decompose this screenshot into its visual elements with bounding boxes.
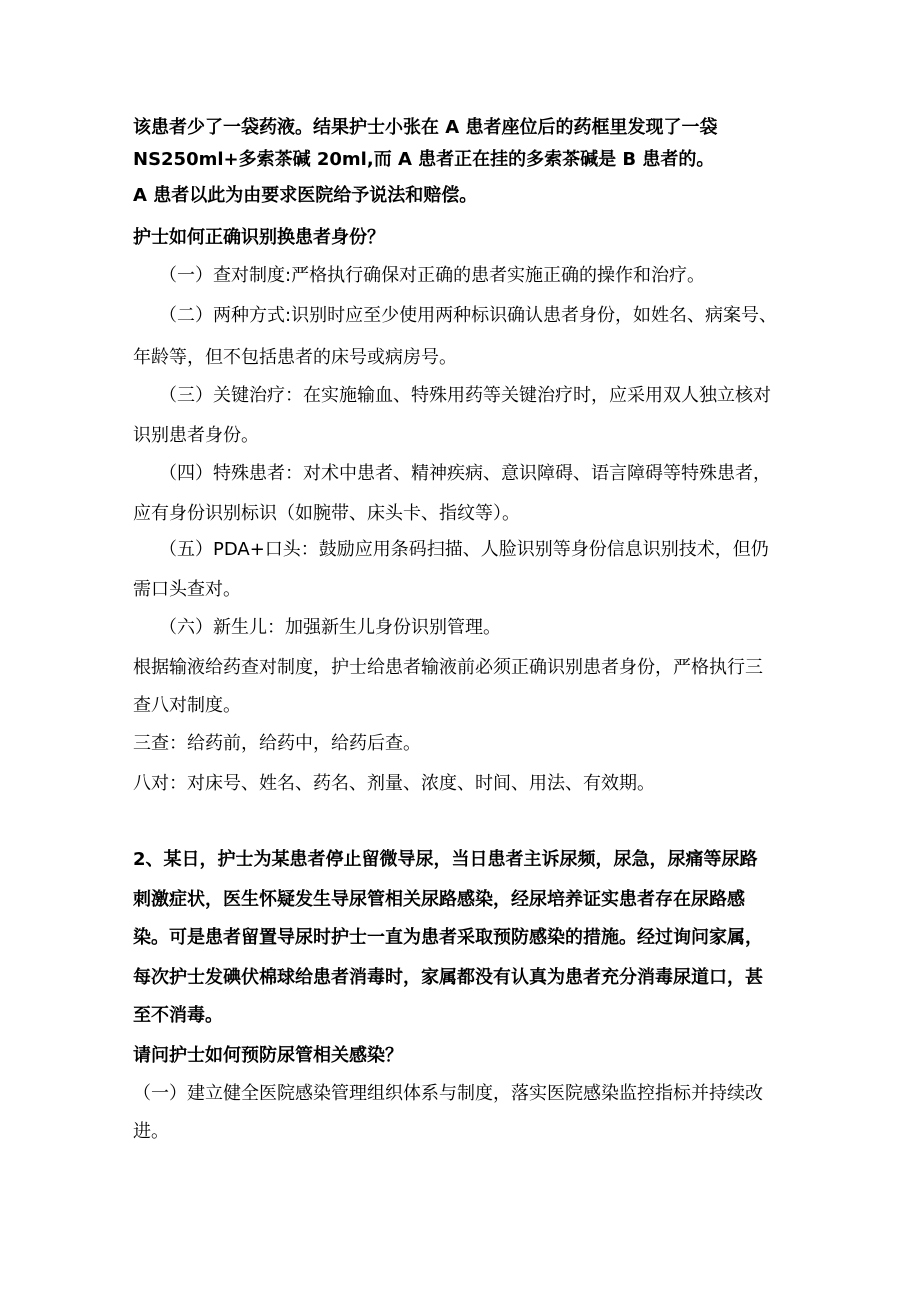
case1-measure-line: （一）查对制度:严格执行确保对正确的患者实施正确的操作和治疗。 [159, 265, 706, 286]
case1-measure-line: （五）PDA+口头：鼓励应用条码扫描、人脸识别等身份信息识别技术，但仍 [159, 539, 769, 560]
case1-measure-line: （六）新生儿：加强新生儿身份识别管理。 [159, 617, 501, 638]
case2-measure-line: （一）建立健全医院感染管理组织体系与制度，落实医院感染监控指标并持续改 [133, 1083, 763, 1104]
case2-question: 请问护士如何预防尿管相关感染？ [133, 1045, 403, 1066]
case1-measure-line: 需口头查对。 [133, 579, 241, 600]
case1-rule-line: 查八对制度。 [133, 695, 241, 716]
case2-narrative-line: 每次护士发碘伏棉球给患者消毒时，家属都没有认真为患者充分消毒尿道口，甚 [133, 967, 763, 988]
case2-narrative-line: 2、某日，护士为某患者停止留微导尿，当日患者主诉尿频，尿急，尿痛等尿路 [133, 849, 758, 870]
case2-narrative-line: 染。可是患者留置导尿时护士一直为患者采取预防感染的措施。经过询问家属， [133, 927, 763, 948]
case1-narrative-line: NS250ml+多索茶碱 20ml,而 A 患者正在挂的多索茶碱是 B 患者的。 [133, 149, 715, 170]
case1-measure-line: （三）关键治疗：在实施输血、特殊用药等关键治疗时，应采用双人独立核对 [159, 385, 771, 406]
case1-narrative-line: A 患者以此为由要求医院给予说法和赔偿。 [133, 185, 478, 206]
case1-rule-line: 根据输液给药查对制度，护士给患者输液前必须正确识别患者身份，严格执行三 [133, 657, 763, 678]
case1-measure-line: 识别患者身份。 [133, 425, 259, 446]
case1-measure-line: （二）两种方式:识别时应至少使用两种标识确认患者身份，如姓名、病案号、 [159, 305, 778, 326]
case1-rule-line: 三查：给药前，给药中，给药后查。 [133, 733, 421, 754]
case1-measure-line: （四）特殊患者：对术中患者、精神疾病、意识障碍、语言障碍等特殊患者， [159, 463, 771, 484]
case1-narrative-line: 该患者少了一袋药液。结果护士小张在 A 患者座位后的药框里发现了一袋 [133, 117, 718, 138]
case1-measure-line: 应有身份识别标识（如腕带、床头卡、指纹等）。 [133, 503, 520, 524]
case1-measure-line: 年龄等，但不包括患者的床号或病房号。 [133, 347, 457, 368]
case1-question: 护士如何正确识别换患者身份？ [133, 227, 385, 248]
case1-rule-line: 八对：对床号、姓名、药名、剂量、浓度、时间、用法、有效期。 [133, 773, 655, 794]
case2-measure-line: 进。 [133, 1121, 169, 1142]
case2-narrative-line: 刺激症状，医生怀疑发生导尿管相关尿路感染，经尿培养证实患者存在尿路感 [133, 889, 745, 910]
case2-narrative-line: 至不消毒。 [133, 1005, 223, 1026]
